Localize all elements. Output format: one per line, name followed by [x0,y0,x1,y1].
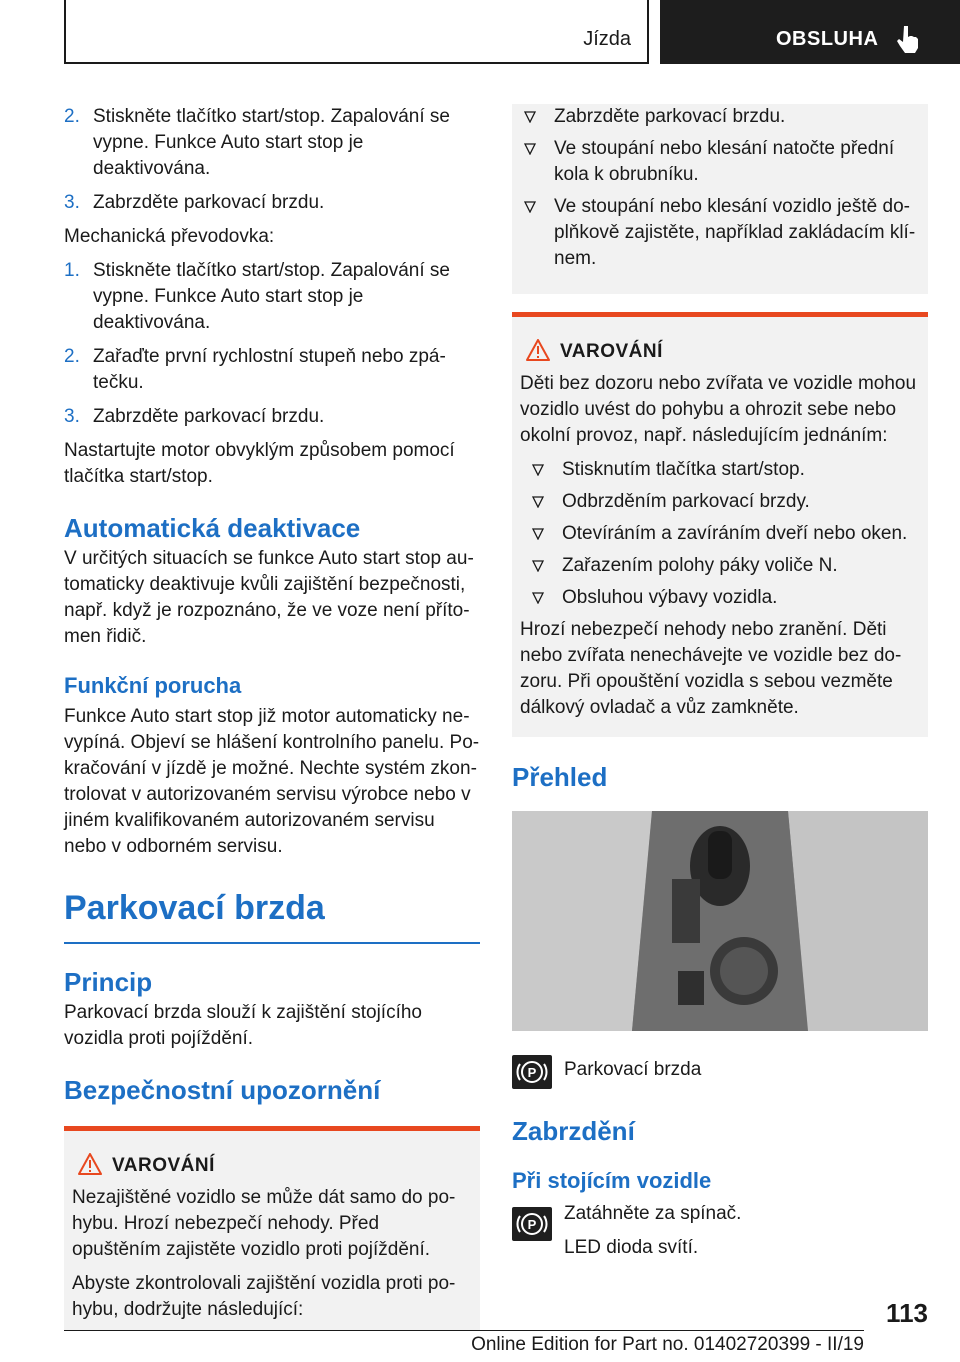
principle-heading: Princip [64,967,153,997]
step-number: 2. [64,106,80,127]
list-item [64,258,480,336]
pull-switch-text: Zatáhněte za spínač. [564,1203,742,1224]
warning-title-text: VAROVÁNÍ [560,341,663,362]
warning-title-text: VAROVÁNÍ [112,1155,215,1176]
list-item [520,457,920,483]
triangle-bullet-icon [532,592,544,604]
left-column [64,104,480,1331]
safety-heading: Bezpečnostní upozornění [64,1075,381,1105]
triangle-bullet-icon [524,143,536,155]
step-text: Zabrzděte parkovací brzdu. [93,406,325,427]
triangle-bullet-icon [524,111,536,123]
list-item [64,344,480,396]
warning-box [512,312,928,737]
list-item [512,136,920,188]
auto-deactivation-text: V určitých situacích se funkce Auto start stop automaticky deaktivuje kvůli zajištění bezpečnosti, např. když je rozpoznáno, že ve voze není přítomen řidič. [64,548,474,647]
led-text: LED dioda svítí. [564,1237,699,1258]
warning-text: Abyste zkontrolovali zajištění vozidla proti pohybu, dodržujte následující: [72,1273,456,1320]
list-item-text: Otevíráním a zavíráním dveří nebo oken. [562,523,908,544]
page-number: 113 [886,1298,928,1328]
warning-outro: Hrozí nebezpečí nehody nebo zranění. Děti nebo zvířata nenechávejte ve vozidle bez dozoru. Při opouštění vozidla s sebou vezměte dálkový ovladač a vůz zamkněte. [520,619,902,718]
header-chapter-title: OBSLUHA [776,28,879,50]
warning-text: Nezajištěné vozidlo se může dát samo do pohybu. Hrozí nebezpečí nehody. Před opuštěním zajistěte vozidlo proti pojíždění. [72,1187,456,1260]
warning-title [72,1153,472,1179]
list-item [64,104,480,182]
center-console-illustration [512,811,928,1031]
header-section-title: Jízda [583,28,631,50]
triangle-bullet-icon [532,496,544,508]
header-chapter-box [660,0,960,64]
step-text: Zabrzděte parkovací brzdu. [93,192,325,213]
warning-intro: Děti bez dozoru nebo zvířata ve vozidle mohou vozidlo uvést do pohybu a ohrozit sebe nebo okolní provoz, např. následujícím jednáním: [520,373,917,446]
warning-triangle-icon [78,1153,102,1175]
list-item-text: Ve stoupání nebo klesání natočte přední kola k obrubníku. [554,138,895,185]
step-text: Stiskněte tlačítko start/stop. Zapalování se vypne. Funkce Auto start stop je deaktivována. [93,106,450,179]
list-item [520,521,920,547]
center-console-photo [512,811,928,1031]
svg-text:P: P [527,1065,537,1080]
list-item-text: Zabrzděte parkovací brzdu. [554,106,786,127]
footer-divider [64,1330,864,1331]
parking-brake-caption-row [512,1049,928,1091]
list-item [64,190,480,216]
parking-brake-caption: Parkovací brzda [564,1059,702,1080]
list-item-text: Ve stoupání nebo klesání vozidlo ještě doplňkově zajistěte, například zakládacím klínem. [554,196,916,269]
step-number: 2. [64,346,80,367]
warning-title [520,339,920,365]
malfunction-text: Funkce Auto start stop již motor automaticky nevypíná. Objeví se hlášení kontrolního panelu. Pokračování v jízdě je možné. Nechte systém zkontrolovat v autorizovaném servisu výrobce nebo v jiném kvalifikovaném autorizovaném servisu nebo v odborném servisu. [64,706,480,857]
pointing-hand-icon [896,24,922,54]
principle-text: Parkovací brzda slouží k zajištění stojícího vozidla proti pojíždění. [64,1002,422,1049]
warning-box [64,1126,480,1331]
parking-brake-icon [512,1055,552,1089]
triangle-bullet-icon [524,201,536,213]
malfunction-heading: Funkční porucha [64,673,242,698]
parking-brake-heading: Parkovací brzda [64,889,325,927]
list-item-text: Obsluhou výbavy vozidla. [562,587,778,608]
list-item-text: Stisknutím tlačítka start/stop. [562,459,805,480]
step-number: 3. [64,192,80,213]
list-item [520,553,920,579]
list-item-text: Odbrzděním parkovací brzdy. [562,491,810,512]
checklist-box [512,104,928,294]
auto-deactivation-heading: Automatická deaktivace [64,513,361,543]
right-column [512,104,928,1261]
header-section-box [64,0,649,64]
list-item [64,404,480,430]
manual-transmission-label: Mechanická převodovka: [64,226,275,247]
list-item [512,194,920,272]
step-text: Zařaďte první rychlostní stupeň nebo zpátečku. [93,346,446,393]
step-text: Stiskněte tlačítko start/stop. Zapalování se vypne. Funkce Auto start stop je deaktivována. [93,260,450,333]
footer-edition: Online Edition for Part no. 01402720399 - II/19 [471,1334,864,1355]
svg-text:P: P [527,1217,537,1232]
apply-instructions [512,1201,928,1261]
list-item [520,489,920,515]
overview-heading: Přehled [512,762,608,792]
list-item [512,104,920,130]
standing-vehicle-heading: Při stojícím vozidle [512,1168,712,1193]
triangle-bullet-icon [532,528,544,540]
warning-triangle-icon [526,339,550,361]
step-number: 1. [64,260,80,281]
heading-divider [64,942,480,944]
triangle-bullet-icon [532,464,544,476]
apply-heading: Zabrzdění [512,1116,635,1146]
list-item-text: Zařazením polohy páky voliče N. [562,555,838,576]
step-number: 3. [64,406,80,427]
parking-brake-icon [512,1207,552,1241]
triangle-bullet-icon [532,560,544,572]
start-engine-text: Nastartujte motor obvyklým způsobem pomocí tlačítka start/stop. [64,440,455,487]
list-item [520,585,920,611]
